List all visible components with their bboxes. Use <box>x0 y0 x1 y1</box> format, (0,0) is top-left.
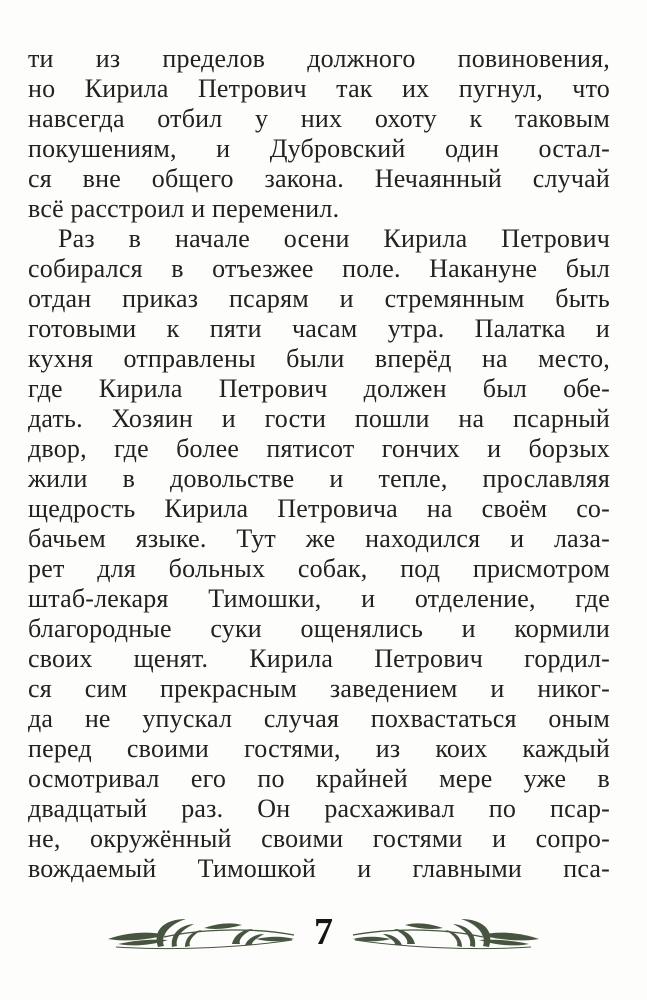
text-line: двадцатый раз. Он расхаживал по псар- <box>28 794 610 823</box>
text-line: Раз в начале осени Кирила Петрович <box>58 224 610 253</box>
text-line: штаб-лекаря Тимошки, и отделение, где <box>28 584 610 613</box>
text-line: кухня отправлены были вперёд на место, <box>28 344 610 373</box>
text-line: где Кирила Петрович должен был обе- <box>28 374 610 403</box>
text-line: жили в довольстве и тепле, прославляя <box>28 464 610 493</box>
text-line: но Кирила Петрович так их пугнул, что <box>28 74 610 103</box>
text-line: вождаемый Тимошкой и главными пса- <box>28 854 610 883</box>
text-line: навсегда отбил у них охоту к таковым <box>28 104 610 133</box>
text-line: благородные суки ощенялись и кормили <box>28 614 610 643</box>
text-line: своих щенят. Кирила Петрович гордил- <box>28 644 610 673</box>
page-number: 7 <box>314 911 333 953</box>
text-line: отдан приказ псарям и стремянным быть <box>28 284 610 313</box>
text-line: да не упускал случая похвастаться оным <box>28 704 610 733</box>
text-line: дать. Хозяин и гости пошли на псарный <box>28 404 610 433</box>
text-line: покушениям, и Дубровский один остал- <box>28 134 610 163</box>
text-line: двор, где более пятисот гончих и борзых <box>28 434 610 463</box>
text-line: перед своими гостями, из коих каждый <box>28 734 610 763</box>
text-line: ся сим прекрасным заведением и никог- <box>28 674 610 703</box>
text-line: всё расстроил и переменил. <box>28 194 340 223</box>
text-line: ти из пределов должного повиновения, <box>28 44 610 73</box>
text-line: не, окружённый своими гостями и сопро- <box>28 824 610 853</box>
text-line: готовыми к пяти часам утра. Палатка и <box>28 314 610 343</box>
text-line: рет для больных собак, под присмотром <box>28 554 610 583</box>
text-line: осмотривал его по крайней мере уже в <box>28 764 610 793</box>
text-line: щедрость Кирила Петровича на своём со- <box>28 494 610 523</box>
page-text-block <box>28 44 610 884</box>
flourish-right-icon <box>351 917 541 953</box>
text-line: ся вне общего закона. Нечаянный случай <box>28 164 610 193</box>
text-line: собирался в отъезжее поле. Накануне был <box>28 254 610 283</box>
page-footer <box>0 912 647 958</box>
text-line: бачьем языке. Тут же находился и лаза- <box>28 524 610 553</box>
flourish-left-icon <box>106 917 296 953</box>
